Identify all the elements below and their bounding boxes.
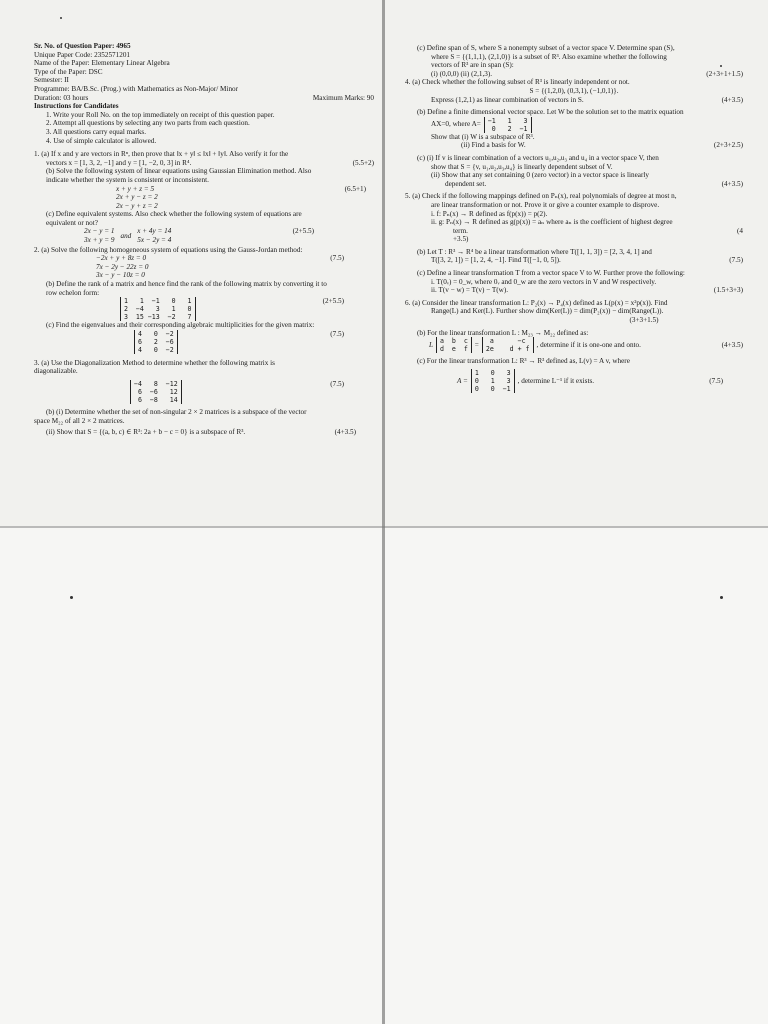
instructions-title: Instructions for Candidates	[34, 102, 119, 111]
question-4a-row	[405, 96, 743, 105]
marks-3c: (2+3+1+1.5)	[706, 69, 743, 78]
paper-code: Unique Paper Code: 2352571201	[34, 50, 131, 59]
question-3c: (c) Define span of S, where S a nonempty subset of a vector space V. Determine span (S),	[417, 44, 675, 52]
marks-2b: (2+5.5)	[322, 297, 344, 306]
question-4b-line4: (ii) Find a basis for W.	[461, 141, 526, 150]
equals-sign: =	[474, 340, 479, 349]
instruction-4: 4. Use of simple calculator is allowed.	[46, 136, 157, 145]
question-2b-line2: row echelon form:	[46, 288, 100, 297]
matrix-row: −1 1 3	[487, 116, 528, 125]
question-6b-tail: , determine if it is one-one and onto.	[536, 340, 641, 349]
matrix-row: d e f	[440, 345, 468, 354]
instruction-3: 3. All questions carry equal marks.	[46, 127, 147, 136]
question-5a-ii-line2: term.	[453, 226, 468, 235]
marks-3a: (7.5)	[330, 380, 344, 388]
matrix-row: 4 0 −2	[138, 329, 174, 338]
equation: 3x + y = 9	[84, 236, 115, 245]
sr-no: Sr. No. of Question Paper: 4965	[34, 42, 131, 50]
question-6c-row	[405, 369, 743, 393]
question-4c-line2: show that S = {v, u₁,u₂,u₃,u₄} is linearly dependent subset of V.	[431, 162, 613, 171]
marks-2c: (7.5)	[330, 329, 344, 338]
question-5b-line2: T([3, 2, 1]) = [1, 2, 4, −1]. Find T([−1, 0, 5]).	[431, 256, 561, 265]
question-1c-systems-row	[34, 227, 374, 244]
programme: Programme: BA/B.Sc. (Prog.) with Mathematics as Non-Major/ Minor	[34, 84, 239, 93]
max-marks: Maximum Marks: 90	[312, 93, 374, 102]
question-5a: 5. (a) Check if the following mappings defined on Pₙ(x), real polynomials of degree at most n,	[405, 192, 677, 201]
matrix-row: a b c	[440, 337, 468, 346]
marks-5a-cont: +3.5)	[453, 235, 469, 244]
question-4b-row	[405, 141, 743, 150]
marks-2a: (7.5)	[330, 254, 344, 263]
marks-4c: (4+3.5)	[721, 179, 743, 188]
question-3c-vectors-row	[405, 70, 743, 79]
matrix-row: 0 1 3	[474, 376, 511, 385]
matrix-row: 2 −4 3 1 0	[124, 305, 192, 314]
equation: 7x − 2y − 22z = 0	[96, 262, 149, 271]
question-5a-line2: are linear transformation or not. Prove it or give a counter example to disprove.	[431, 200, 660, 209]
marks-4a: (4+3.5)	[721, 95, 743, 104]
marks-3b: (4+3.5)	[334, 428, 356, 437]
marks-1b: (6.5+1)	[344, 184, 366, 193]
equation: 5x − 2y = 4	[137, 236, 172, 245]
question-4c-line4: dependent set.	[445, 179, 487, 188]
question-2b: (b) Define the rank of a matrix and hence find the rank of the following matrix by converting it to	[46, 280, 327, 289]
question-5a-row	[405, 227, 743, 236]
question-6c: (c) For the linear transformation L: R³ → R³ defined as, L(v) = A v, where	[417, 357, 630, 366]
question-3c-vectors: (i) (0,0,0) (ii) (2,1,3).	[431, 69, 493, 78]
marks-1c: (2+5.5)	[292, 227, 314, 236]
matrix-result	[482, 337, 534, 353]
duration: Duration: 03 hours	[34, 93, 89, 102]
matrix-row: 0 2 −1	[487, 124, 528, 133]
matrix-row: 4 0 −2	[138, 345, 174, 354]
equation: 2x − y + z = 2	[116, 201, 158, 210]
matrix-row: 6 2 −6	[138, 337, 174, 346]
question-6b: (b) For the linear transformation L : M₂₃ → M₂₂ defined as:	[417, 328, 589, 337]
question-5c: (c) Define a linear transformation T from a vector space V to W. Further prove the following:	[417, 269, 685, 278]
instruction-2: 2. Attempt all questions by selecting any two parts from each question.	[46, 119, 250, 128]
question-4b-line2: AX=0, where A=	[431, 120, 481, 129]
matrix-row: −4 8 −12	[134, 380, 178, 388]
question-6c-matrix	[405, 369, 594, 393]
equation: 2x + y − z = 2	[116, 193, 158, 202]
question-5b-row	[405, 256, 743, 265]
sheet-edge-line	[0, 526, 768, 528]
eigen-matrix	[134, 330, 178, 354]
question-1c-line2: equivalent or not?	[46, 218, 98, 227]
diagonalization-matrix	[130, 380, 182, 404]
scan-speck	[720, 65, 722, 67]
scan-speck	[70, 596, 73, 599]
question-3b-line2: space M₂₂ of all 2 × 2 matrices.	[34, 416, 125, 425]
question-1c: (c) Define equivalent systems. Also check whether the following system of equations are	[46, 210, 302, 219]
question-3c-line2: where S = {(1,1,1), (2,1,0)} is a subset of R³. Also examine whether the following	[431, 52, 667, 61]
matrix-A-6c	[471, 369, 515, 393]
question-1b-equations	[34, 185, 158, 211]
right-column	[405, 44, 743, 393]
matrix-row: 2e d + f	[485, 345, 530, 354]
marks-6b: (4+3.5)	[721, 340, 743, 349]
question-2a: 2. (a) Solve the following homogeneous system of equations using the Gauss-Jordan method:	[34, 245, 303, 254]
question-6a: 6. (a) Consider the linear transformation L: P₂(x) → P₄(x) defined as L(p(x) = x²p(x)). Find	[405, 298, 668, 307]
question-4c-row	[405, 180, 743, 189]
matrix-row: 6 −8 14	[134, 396, 178, 404]
equation: x + y + z = 5	[116, 184, 155, 193]
matrix-row: a −c	[485, 337, 530, 346]
question-1b-line2: indicate whether the system is consistent or inconsistent.	[46, 175, 209, 184]
matrix-row: 3 15 −13 −2 7	[124, 313, 192, 322]
question-5c-i: i. T(0ᵥ) = 0_w, where 0ᵥ and 0_w are the zero vectors in V and W respectively.	[431, 277, 657, 286]
duration-row	[34, 94, 374, 103]
question-2c-matrix-row	[34, 330, 374, 354]
A-symbol: A =	[457, 376, 468, 385]
semester: Semester: II	[34, 76, 69, 85]
question-1c-systems	[34, 227, 171, 244]
question-2a-equations	[34, 254, 148, 280]
question-4a-set: S = {(1,2,0), (0,3,1), (−1,0,1)}.	[529, 86, 619, 95]
question-4a: 4. (a) Check whether the following subset of R³ is linearly independent or not.	[405, 78, 630, 87]
matrix-abc	[436, 337, 472, 353]
question-1b-equations-row	[34, 185, 374, 211]
matrix-row: 0 0 −1	[474, 384, 511, 393]
question-1a-vectors: vectors x = [1, 3, 2, −1] and y = [1, −2, 0, 3] in R⁴.	[46, 158, 192, 167]
matrix-row: 6 −6 12	[134, 388, 178, 396]
question-2c: (c) Find the eigenvalues and their corresponding algebraic multiplicities for the given matrix:	[46, 321, 315, 330]
and-text: and	[120, 231, 132, 240]
marks-5c: (1.5+3+3)	[713, 286, 743, 295]
question-5c-row	[405, 286, 743, 295]
question-3a: 3. (a) Use the Diagonalization Method to determine whether the following matrix is	[34, 358, 275, 367]
question-1b: (b) Solve the following system of linear equations using Gaussian Elimination method. Also	[46, 167, 312, 176]
question-5b: (b) Let T : R³ → R⁴ be a linear transformation where T([1, 1, 3]) = [2, 3, 4, 1] and	[417, 247, 652, 256]
marks-5a: (4	[737, 226, 743, 235]
question-2b-matrix-row	[34, 297, 374, 321]
marks-6a: (3+3+1.5)	[629, 316, 659, 325]
system-2	[137, 227, 171, 244]
equation: 3x − y − 10z = 0	[96, 271, 145, 280]
matrix-row: 1 0 3	[474, 368, 511, 377]
marks-5b: (7.5)	[729, 256, 743, 265]
question-4c-line3: (ii) Show that any set containing 0 (zero vector) in a vector space is linearly	[431, 171, 649, 180]
question-4b-matrix-line	[405, 117, 743, 133]
question-6a-line2: Range(L) and Ker(L). Further show dim(Ker(L)) = dim(P₂(x)) − dim(Range(L)).	[431, 307, 664, 316]
question-3c-line3: vectors of R³ are in span (S):	[431, 61, 514, 70]
question-2a-equations-row	[34, 254, 374, 280]
question-1a: 1. (a) If x and y are vectors in Rⁿ, then prove that ‖x + y‖ ≤ ‖x‖ + ‖y‖. Also verify it for the	[34, 150, 289, 159]
question-3b-ii: (ii) Show that S = {(a, b, c) ∈ R³: 2a + b − c = 0} is a subspace of R³.	[46, 428, 246, 437]
paper-type: Type of the Paper: DSC	[34, 67, 103, 76]
paper-name: Name of the Paper: Elementary Linear Algebra	[34, 59, 170, 68]
page-fold-line	[382, 0, 385, 1024]
matrix-row: 1 1 −1 0 1	[124, 297, 192, 306]
scan-speck	[60, 17, 62, 19]
question-5c-ii: ii. T(v − w) = T(v) − T(w).	[431, 286, 509, 295]
question-6b-mapping	[405, 337, 641, 353]
question-3b-ii-row	[34, 428, 374, 437]
question-6b-row	[405, 337, 743, 353]
question-3b: (b) (i) Determine whether the set of non-singular 2 × 2 matrices is a subspace of the vector	[46, 408, 307, 416]
equation: 2x − y = 1	[84, 227, 115, 236]
question-1a-row	[34, 159, 374, 168]
left-column	[34, 42, 374, 437]
question-6c-tail: , determine L⁻¹ if it exists.	[517, 376, 595, 385]
L-symbol: L	[429, 340, 433, 349]
system-1	[84, 227, 114, 244]
question-5a-ii: ii. g: Pₙ(x) → R defined as g(p(x)) = aₙ where aₙ is the coefficient of highest degree	[431, 218, 673, 227]
question-5a-i: i. f: Pₙ(x) → R defined as f(p(x)) = p(2).	[431, 209, 548, 218]
question-3a-matrix-row	[34, 380, 374, 404]
rank-matrix	[120, 297, 196, 321]
question-4b-line3: Show that (i) W is a subspace of R³.	[431, 132, 535, 141]
marks-1a: (5.5+2)	[352, 158, 374, 167]
marks-4b: (2+3+2.5)	[713, 141, 743, 150]
question-4b: (b) Define a finite dimensional vector space. Let W be the solution set to the matrix equation	[417, 108, 684, 117]
question-3a-line2: diagonalizable.	[34, 367, 78, 376]
question-4c: (c) (i) If v is linear combination of a vectors u₁,u₂,u₃ and u₄ in a vector space V, then	[417, 153, 659, 162]
equation: −2x + y + 8z = 0	[96, 254, 147, 263]
question-4a-line3: Express (1,2,1) as linear combination of vectors in S.	[431, 95, 584, 104]
marks-6c: (7.5)	[709, 376, 723, 385]
matrix-A-4b	[484, 117, 532, 133]
instruction-1: 1. Write your Roll No. on the top immediately on receipt of this question paper.	[46, 110, 275, 119]
scan-speck	[720, 596, 723, 599]
equation: x + 4y = 14	[137, 227, 172, 236]
